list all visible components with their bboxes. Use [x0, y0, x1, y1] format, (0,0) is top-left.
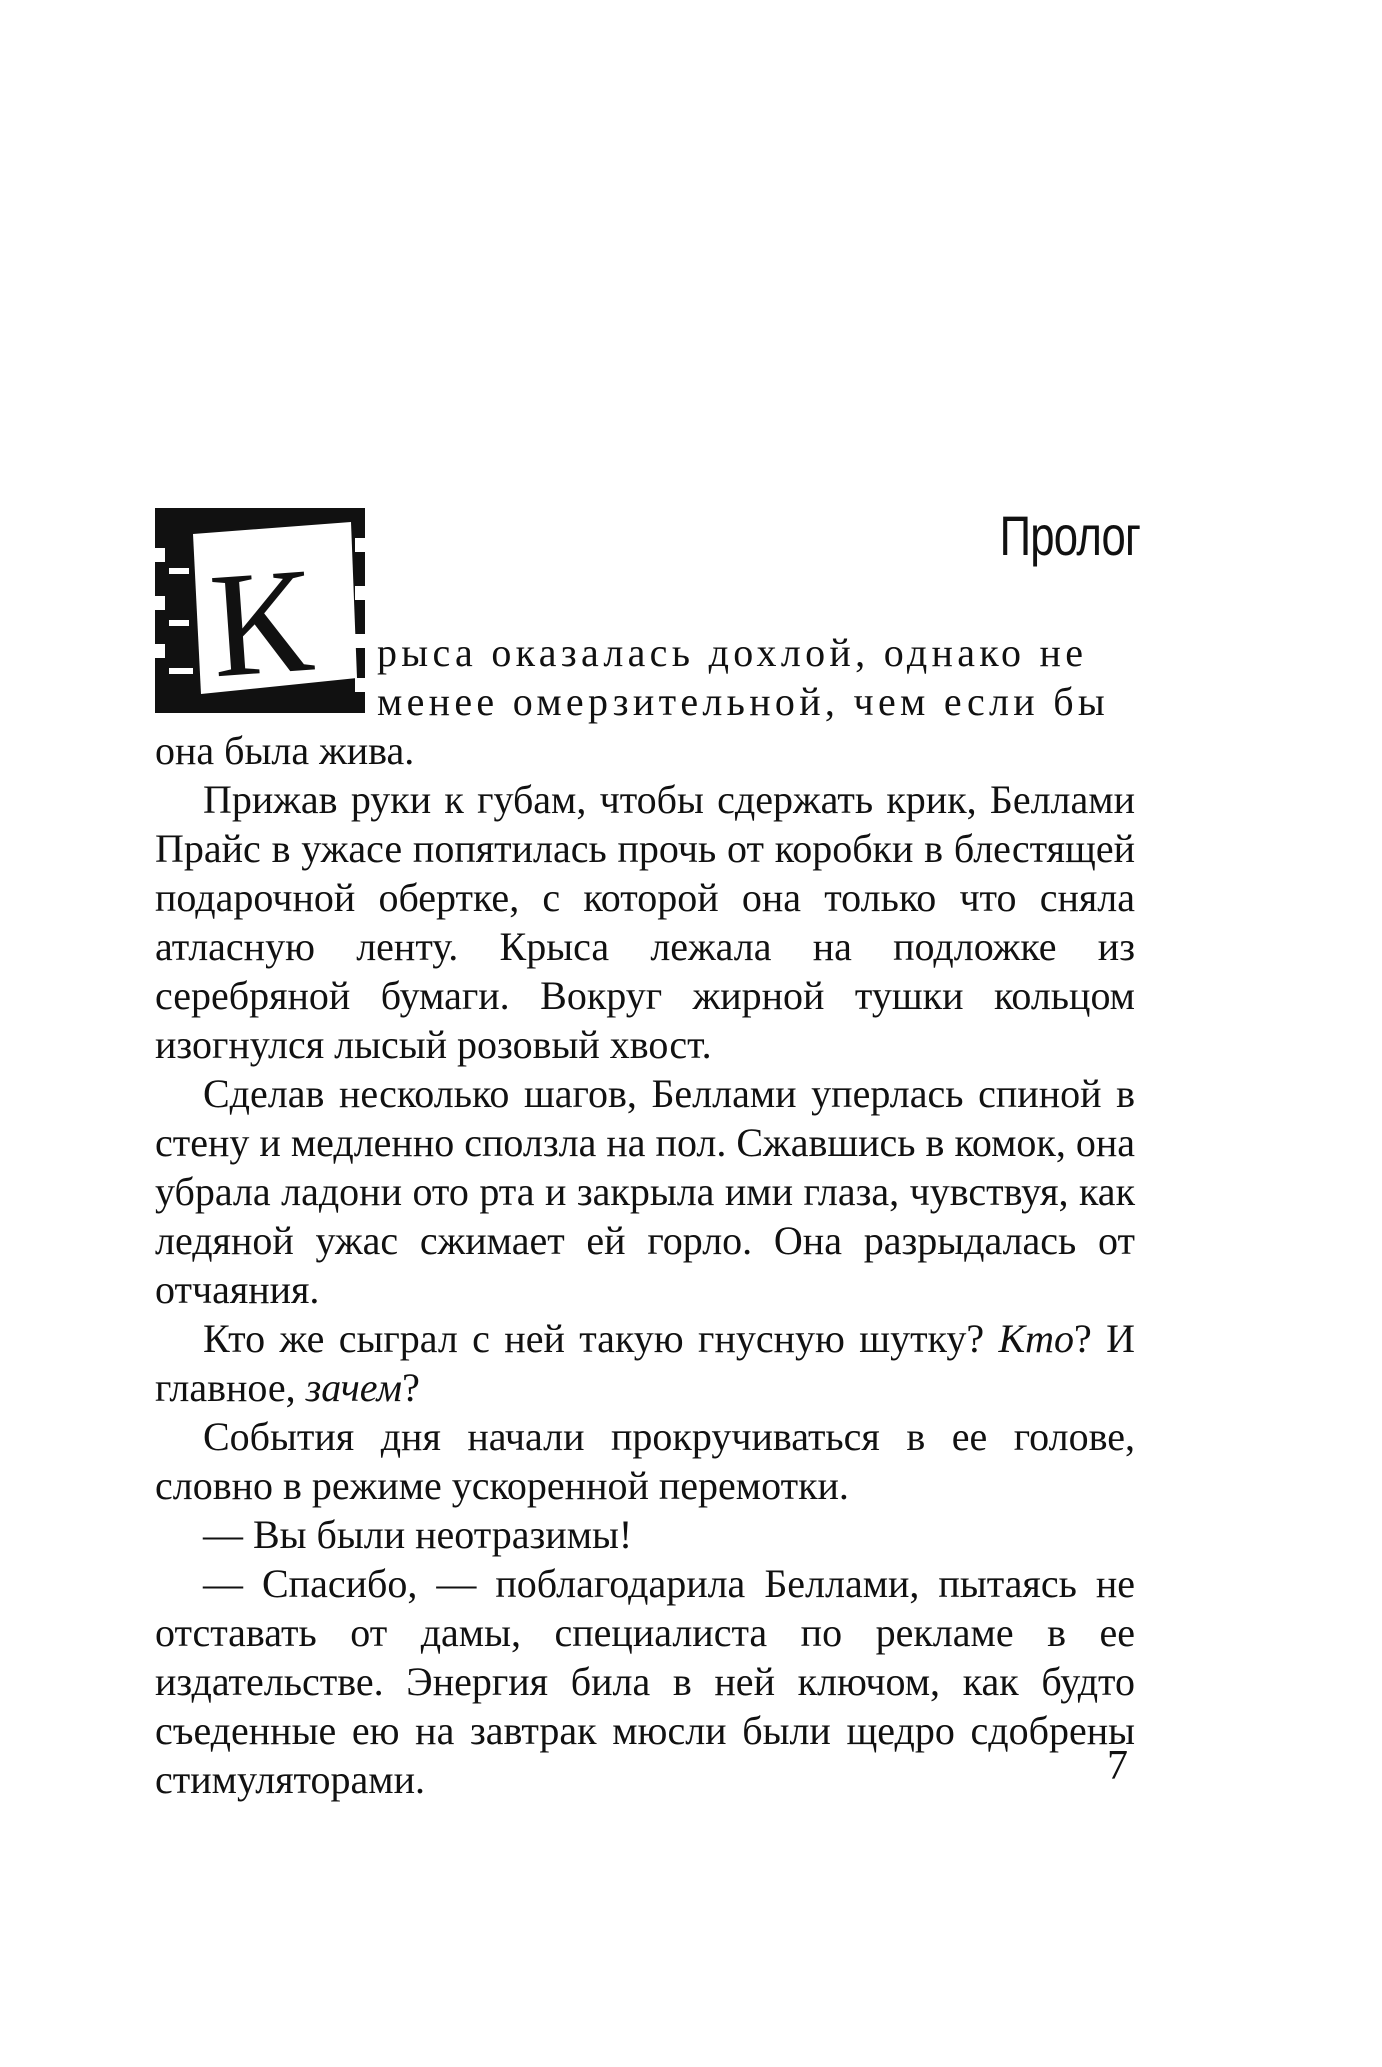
opening-line-3: она была жива.	[155, 728, 415, 773]
paragraph-2: Сделав несколько шагов, Беллами уперлась спиной в стену и медленно сползла на пол. Сжавшись в комок, она убрала ладони ото рта и закрыла ими глаза, чувствуя, как ледяной ужас сжимает ей горло. Она разрыдалась от отчаяния.	[155, 1071, 1135, 1312]
page-number: 7	[1107, 1743, 1128, 1789]
opening-line-2: менее омерзительной, чем если бы	[377, 679, 1110, 724]
paragraph-3-mid: ? И главное,	[155, 1316, 1136, 1410]
paragraph-3-start: Кто же сыграл с ней такую гнусную шутку?	[203, 1316, 999, 1361]
opening-line-1: рыса оказалась дохлой, однако не	[377, 630, 1088, 675]
paragraph-3	[155, 1314, 1135, 1412]
dropcap-letter: К	[205, 536, 317, 710]
paragraph-3-kto: Кто	[998, 1316, 1074, 1361]
chapter-title: Пролог	[999, 504, 1140, 567]
paragraph-4: События дня начали прокручиваться в ее голове, словно в режиме ускоренной перемотки.	[155, 1414, 1135, 1508]
opening-lines	[155, 628, 1135, 726]
paragraph-1: Прижав руки к губам, чтобы сдержать крик, Беллами Прайс в ужасе попятилась прочь от коробки в блестящей подарочной обертке, с которой она только что сняла атласную ленту. Крыса лежала на подложке из серебряной бумаги. Вокруг жирной тушки кольцом изогнулся лысый розовый хвост.	[155, 777, 1135, 1067]
paragraph-3-zachem: зачем	[305, 1365, 403, 1410]
paragraph-3-end: ?	[402, 1365, 420, 1410]
paragraph-5: — Вы были неотразимы!	[203, 1512, 633, 1557]
paragraph-6: — Спасибо, — поблагодарила Беллами, пытаясь не отставать от дамы, специалиста по рекламе в ее издательстве. Энергия била в ней ключом, как будто съеденные ею на завтрак мюсли были щедро сдобрены стимуляторами.	[155, 1561, 1135, 1802]
